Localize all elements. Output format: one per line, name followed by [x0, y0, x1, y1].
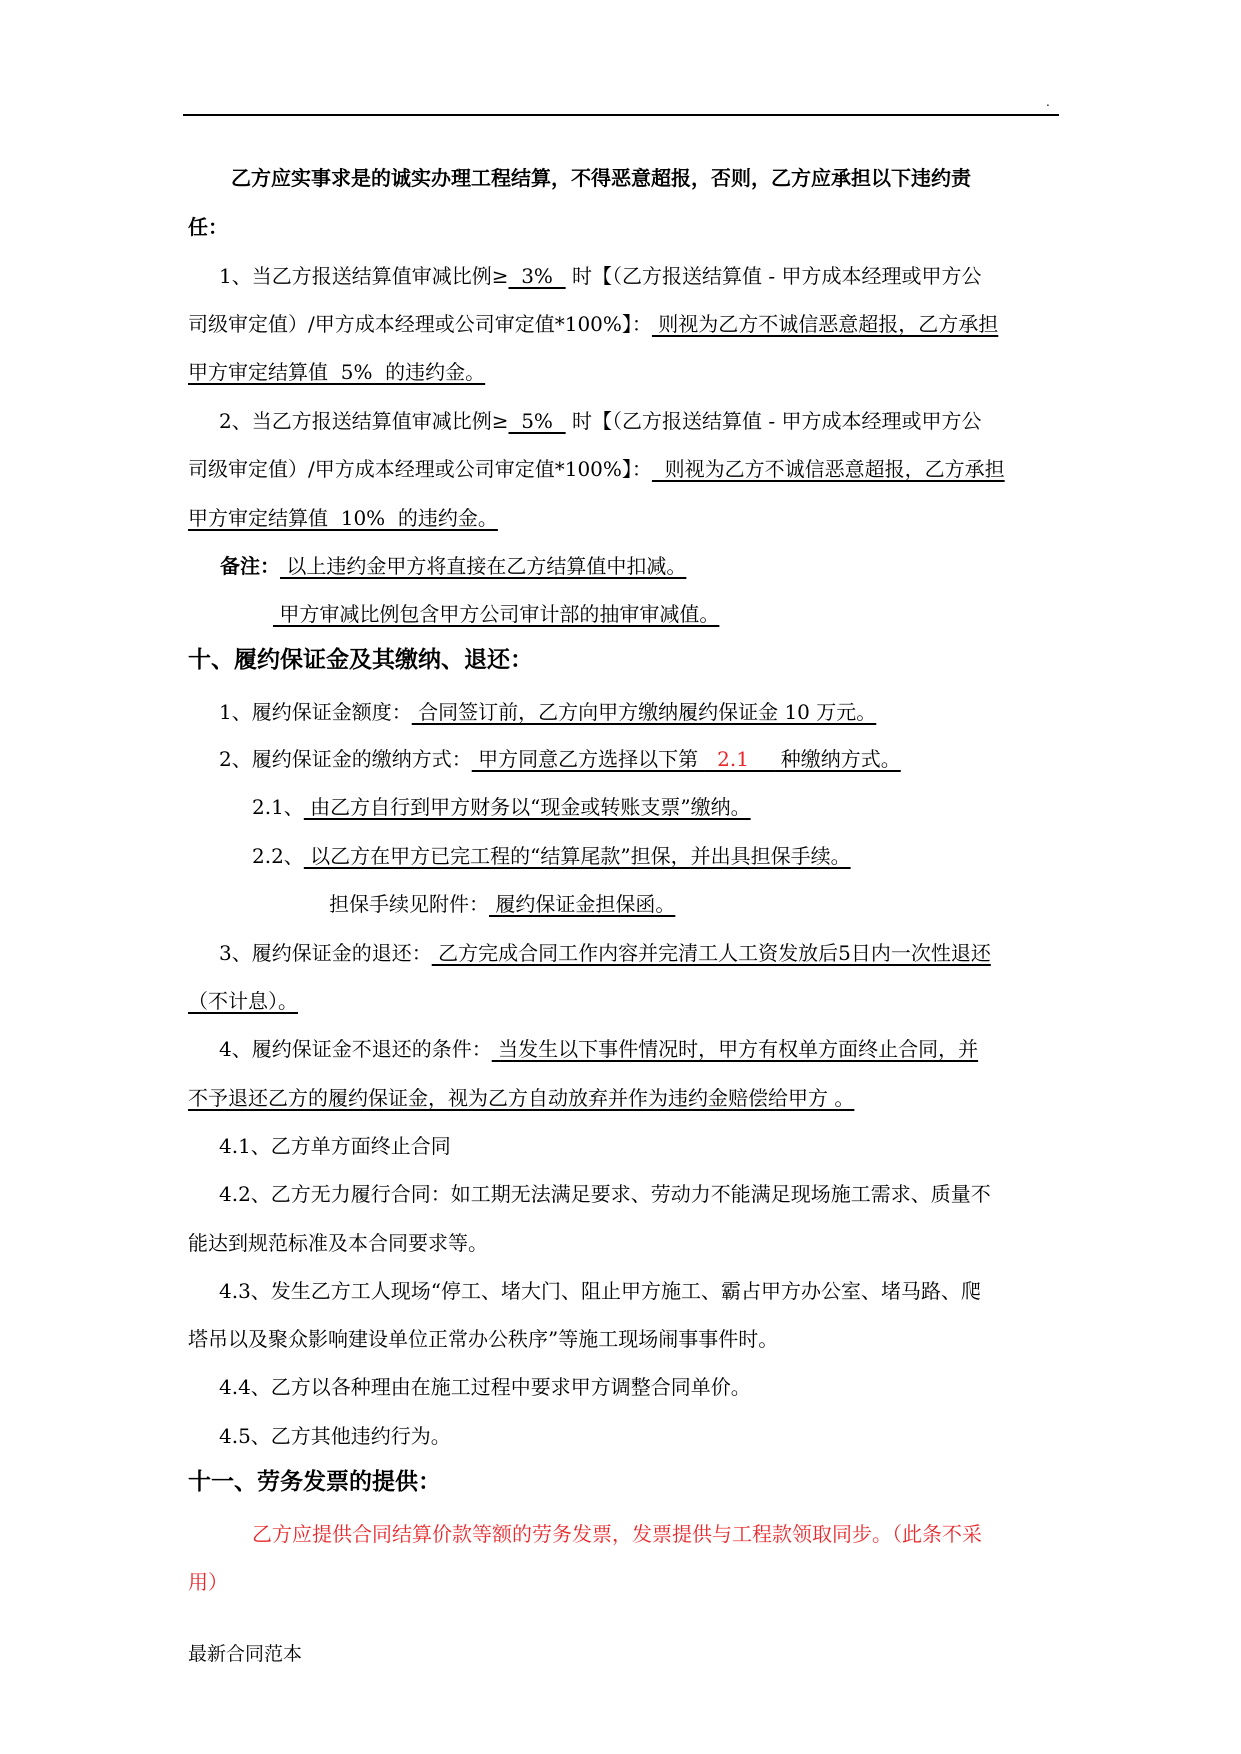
s10-item-4-2-line-2: 能达到规范标准及本合同要求等。: [188, 1231, 488, 1255]
clause-2-mid: 时【（乙方报送结算值 - 甲方成本经理或甲方公: [565, 409, 982, 433]
clause-1-formula: 司级审定值）/甲方成本经理或公司审定值*100%】：: [188, 312, 652, 336]
s10-item-1: [219, 699, 876, 725]
s10-item-4: [219, 1036, 978, 1062]
s10-item-4-4: 4.4、乙方以各种理由在施工过程中要求甲方调整合同单价。: [219, 1375, 751, 1399]
s10-item-4-line-2: 不予退还乙方的履约保证金，视为乙方自动放弃并作为违约金赔偿给甲方 。: [188, 1086, 855, 1110]
s10-item-4-2-line-1: 4.2、乙方无力履行合同：如工期无法满足要求、劳动力不能满足现场施工需求、质量不: [219, 1182, 991, 1206]
s10-item-2-2-value: 以乙方在甲方已完工程的“结算尾款”担保，并出具担保手续。: [303, 844, 851, 868]
s11-line-2: 用）: [188, 1570, 228, 1594]
remark-line-1: [220, 553, 686, 579]
s10-item-2-label: 2、履约保证金的缴纳方式：: [219, 747, 472, 771]
intro-line-1: 乙方应实事求是的诚实办理工程结算，不得恶意超报，否则，乙方应承担以下违约责: [231, 166, 971, 190]
clause-2-line-1: [219, 408, 982, 434]
s10-item-2-selected: 2.1: [704, 747, 775, 771]
clause-1-line-2: [188, 311, 998, 337]
s10-guarantee-label: 担保手续见附件：: [329, 892, 489, 916]
clause-2-formula: 司级审定值）/甲方成本经理或公司审定值*100%】：: [188, 457, 652, 481]
s10-item-4-1: 4.1、乙方单方面终止合同: [219, 1134, 451, 1158]
s10-item-1-value: 合同签订前，乙方向甲方缴纳履约保证金 10 万元。: [411, 700, 877, 724]
s10-item-2-1: [252, 794, 751, 820]
s10-item-4-5: 4.5、乙方其他违约行为。: [219, 1424, 451, 1448]
s10-item-2: [219, 746, 901, 772]
clause-1-ratio: 3%: [508, 264, 566, 288]
s10-item-2-2-label: 2.2、: [252, 844, 304, 868]
s10-item-1-label: 1、履约保证金额度：: [219, 700, 412, 724]
s10-item-2-value: [472, 747, 901, 771]
clause-2-consequence: 则视为乙方不诚信恶意超报，乙方承担: [651, 457, 1005, 481]
section-10-title: 十、履约保证金及其缴纳、退还：: [188, 646, 533, 673]
header-rule: [183, 114, 1059, 116]
s10-item-2-value-a: 甲方同意乙方选择以下第: [471, 747, 705, 771]
s10-item-2-1-value: 由乙方自行到甲方财务以“现金或转账支票”缴纳。: [303, 795, 751, 819]
s10-item-3-value: 乙方完成合同工作内容并完清工人工资发放后5日内一次性退还: [431, 941, 991, 965]
remark-line-2: 甲方审减比例包含甲方公司审计部的抽审审减值。: [273, 602, 720, 626]
s10-item-3-line-2: （不计息）。: [188, 989, 298, 1013]
s10-item-4-value: 当发生以下事件情况时，甲方有权单方面终止合同，并: [491, 1037, 979, 1061]
clause-2-prefix: 2、当乙方报送结算值审减比例≥: [219, 409, 509, 433]
s10-guarantee: [329, 891, 675, 917]
s10-item-4-3-line-1: 4.3、发生乙方工人现场“停工、堵大门、阻止甲方施工、霸占甲方办公室、堵马路、爬: [219, 1279, 982, 1303]
s10-guarantee-value: 履约保证金担保函。: [489, 892, 676, 916]
clause-1-consequence: 则视为乙方不诚信恶意超报，乙方承担: [651, 312, 999, 336]
clause-2-line-2: [188, 456, 1005, 482]
clause-1-prefix: 1、当乙方报送结算值审减比例≥: [219, 264, 509, 288]
s10-item-4-3-line-2: 塔吊以及聚众影响建设单位正常办公秩序”等施工现场闹事事件时。: [188, 1327, 779, 1351]
s10-item-4-label: 4、履约保证金不退还的条件：: [219, 1037, 492, 1061]
remark-text-1: 以上违约金甲方将直接在乙方结算值中扣减。: [280, 554, 687, 578]
clause-2-ratio: 5%: [508, 409, 566, 433]
clause-1-line-3: 甲方审定结算值 5% 的违约金。: [188, 360, 486, 384]
s10-item-3-label: 3、履约保证金的退还：: [219, 941, 432, 965]
clause-2-line-3: 甲方审定结算值 10% 的违约金。: [188, 506, 498, 530]
s10-item-3: [219, 940, 991, 966]
footer-text: 最新合同范本: [188, 1643, 303, 1665]
s10-item-2-value-b: 种缴纳方式。: [774, 747, 901, 771]
intro-line-2: 任：: [188, 215, 228, 239]
clause-1-mid: 时【（乙方报送结算值 - 甲方成本经理或甲方公: [565, 264, 982, 288]
remark-label: 备注：: [220, 554, 280, 578]
s10-item-2-1-label: 2.1、: [252, 795, 304, 819]
header-dot: .: [1046, 95, 1050, 109]
s10-item-2-2: [252, 843, 851, 869]
s11-line-1: 乙方应提供合同结算价款等额的劳务发票，发票提供与工程款领取同步。（此条不采: [252, 1522, 982, 1546]
clause-1-line-1: [219, 263, 982, 289]
section-11-title: 十一、劳务发票的提供：: [188, 1468, 441, 1495]
